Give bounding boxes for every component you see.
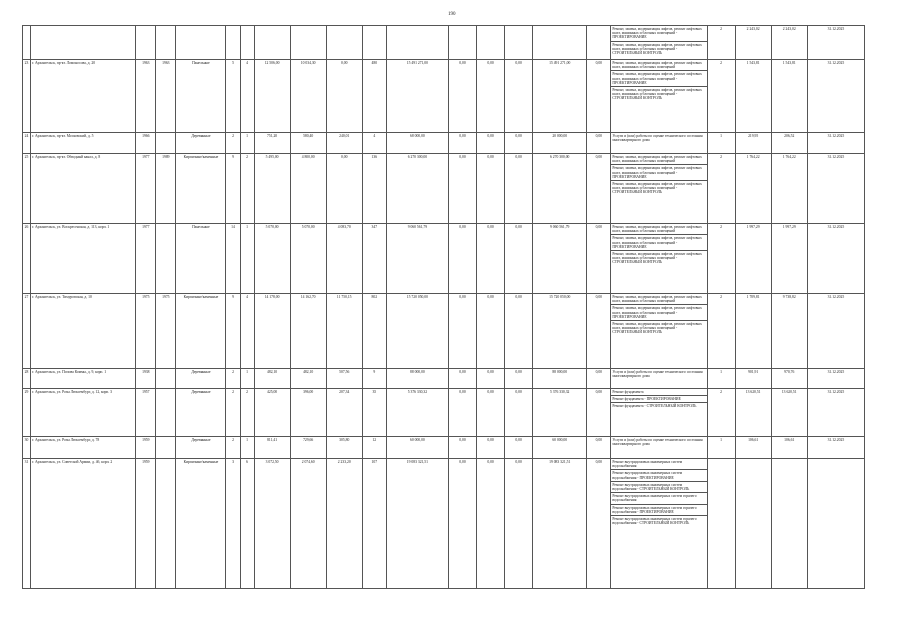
row-number: 30 (23, 437, 31, 459)
build-year-cell: 1963 (136, 60, 156, 133)
cost-cell: 9 060 561,79 (386, 224, 448, 294)
owned-area-cell: 240,01 (326, 133, 362, 154)
work-types-cell (611, 154, 707, 224)
entrances-cell: 1 (240, 369, 254, 389)
cost-cell: 5 376 330,32 (386, 389, 448, 437)
address-cell: г. Архангельск, ул. Розы Люксембург, д. 12, корп. 3 (31, 389, 136, 437)
owners-fund-cell: 20 000,00 (533, 133, 587, 154)
max-unit-cost-cell: 2 243,02 (771, 26, 807, 60)
work-types-cell (611, 294, 707, 369)
fund-federal-cell: 0,00 (448, 369, 476, 389)
work-type-item: Услуги и (или) работы по оценке технического состояния многоквартирного дома (612, 370, 703, 379)
work-type-item: Ремонт, замена, модернизация лифтов, ремонт лифтовых шахт, машинных и блочных помещений - СТРОИТЕЛЬНЫЙ КОНТРОЛЬ (611, 86, 706, 102)
cost-cell: 68 000,00 (386, 133, 448, 154)
commission-year-cell (156, 224, 176, 294)
wall-material-cell: Панельные (176, 224, 226, 294)
total-area-cell: 482,10 (254, 369, 290, 389)
work-type-item: Ремонт, замена, модернизация лифтов, ремонт лифтовых шахт, машинных и блочных помещений (612, 295, 702, 304)
fund-federal-cell: 0,00 (448, 294, 476, 369)
commission-year-cell (156, 437, 176, 459)
other-fund-cell: 0,00 (587, 224, 611, 294)
row-number: 28 (23, 369, 31, 389)
fund-local-cell: 0,00 (505, 369, 533, 389)
work-count-cell: 1 (707, 369, 735, 389)
total-area-cell: 14 178,00 (254, 294, 290, 369)
unit-cost-cell: 1 709,81 (735, 294, 771, 369)
work-type-item: Ремонт внутридомовых инженерных систем водоснабжения - СТРОИТЕЛЬНЫЙ КОНТРОЛЬ (611, 481, 706, 492)
unit-cost-cell: 1 543,81 (735, 60, 771, 133)
residents-cell: 802 (362, 294, 386, 369)
wall-material-cell: Деревянные (176, 389, 226, 437)
residents-cell: 35 (362, 389, 386, 437)
entrances-cell: 1 (240, 133, 254, 154)
owned-area-cell: 305,80 (326, 437, 362, 459)
entrances-cell: 2 (240, 154, 254, 224)
work-types-cell (611, 437, 707, 459)
residents-cell: 480 (362, 60, 386, 133)
owned-area-cell: 2 233,20 (326, 459, 362, 589)
fund-federal-cell: 0,00 (448, 459, 476, 589)
work-type-item: Ремонт, замена, модернизация лифтов, ремонт лифтовых шахт, машинных и блочных помещений - ПРОЕКТИРОВАНИЕ (611, 164, 706, 180)
fund-regional-cell: 0,00 (477, 459, 505, 589)
max-unit-cost-cell (771, 459, 807, 589)
total-area-cell: 12 506,00 (254, 60, 290, 133)
work-type-item: Ремонт внутридомовых инженерных систем горячего водоснабжения - ПРОЕКТИРОВАНИЕ (611, 504, 706, 515)
commission-year-cell: 1989 (156, 154, 176, 224)
entrances-cell: 6 (240, 459, 254, 589)
total-area-cell: 811,41 (254, 437, 290, 459)
living-area-cell: 729,66 (290, 437, 326, 459)
entrances-cell: 2 (240, 389, 254, 437)
owners-fund-cell: 88 000,00 (533, 369, 587, 389)
address-cell: г. Архангельск, пр-кт. Обводный канал, д. 8 (31, 154, 136, 224)
deadline-cell: 31.12.2025 (807, 294, 864, 369)
floors-cell: 14 (226, 224, 240, 294)
max-unit-cost-cell: 970,76 (771, 369, 807, 389)
cost-cell (386, 26, 448, 60)
other-fund-cell: 0,00 (587, 369, 611, 389)
residents-cell: 12 (362, 437, 386, 459)
fund-regional-cell (477, 26, 505, 60)
max-unit-cost-cell: 1 997,29 (771, 224, 807, 294)
work-types-cell (611, 224, 707, 294)
row-number: 25 (23, 154, 31, 224)
cost-cell: 15 720 050,00 (386, 294, 448, 369)
deadline-cell: 31.12.2025 (807, 389, 864, 437)
table-row (23, 26, 865, 60)
commission-year-cell (156, 26, 176, 60)
floors-cell: 2 (226, 437, 240, 459)
address-cell: г. Архангельск, пр-кт. Московский, д. 5 (31, 133, 136, 154)
work-count-cell (707, 459, 735, 589)
deadline-cell: 31.12.2025 (807, 154, 864, 224)
wall-material-cell: Панельные (176, 60, 226, 133)
fund-federal-cell: 0,00 (448, 60, 476, 133)
work-type-item: Ремонт внутридомовых инженерных систем горячего водоснабжения (611, 492, 706, 503)
commission-year-cell (156, 459, 176, 589)
cost-cell: 6 270 300,00 (386, 154, 448, 224)
page-number: 190 (448, 12, 456, 17)
wall-material-cell (176, 26, 226, 60)
work-types-cell (611, 389, 707, 437)
total-area-cell (254, 26, 290, 60)
work-type-item: Ремонт, замена, модернизация лифтов, ремонт лифтовых шахт, машинных и блочных помещений - СТРОИТЕЛЬНЫЙ КОНТРОЛЬ (611, 180, 706, 196)
unit-cost-cell: 106,61 (735, 437, 771, 459)
work-types-cell (611, 60, 707, 133)
work-type-item: Ремонт, замена, модернизация лифтов, ремонт лифтовых шахт, машинных и блочных помещений - ПРОЕКТИРОВАНИЕ (611, 304, 706, 320)
entrances-cell: 1 (240, 437, 254, 459)
max-unit-cost-cell: 13 620,51 (771, 389, 807, 437)
fund-federal-cell: 0,00 (448, 154, 476, 224)
wall-material-cell: Деревянные (176, 133, 226, 154)
living-area-cell: 580,40 (290, 133, 326, 154)
floors-cell: 2 (226, 133, 240, 154)
row-number (23, 26, 31, 60)
work-count-cell: 2 (707, 26, 735, 60)
fund-local-cell: 0,00 (505, 154, 533, 224)
other-fund-cell (587, 26, 611, 60)
entrances-cell: 4 (240, 60, 254, 133)
work-type-item: Ремонт, замена, модернизация лифтов, ремонт лифтовых шахт, машинных и блочных помещений (612, 155, 702, 164)
wall-material-cell: Кирпичные/каменные (176, 294, 226, 369)
work-count-cell: 2 (707, 389, 735, 437)
owners-fund-cell: 5 376 330,32 (533, 389, 587, 437)
living-area-cell: 5 070,00 (290, 224, 326, 294)
floors-cell: 9 (226, 154, 240, 224)
commission-year-cell (156, 369, 176, 389)
row-number: 24 (23, 133, 31, 154)
deadline-cell: 31.12.2025 (807, 224, 864, 294)
row-number: 26 (23, 224, 31, 294)
entrances-cell: 4 (240, 294, 254, 369)
owned-area-cell: 0,00 (326, 60, 362, 133)
fund-federal-cell: 0,00 (448, 389, 476, 437)
commission-year-cell (156, 133, 176, 154)
table-row (23, 369, 865, 389)
owned-area-cell: 207,34 (326, 389, 362, 437)
table-row (23, 459, 865, 589)
residents-cell: 4 (362, 133, 386, 154)
cost-cell: 88 000,00 (386, 369, 448, 389)
fund-regional-cell: 0,00 (477, 369, 505, 389)
fund-federal-cell (448, 26, 476, 60)
deadline-cell: 31.12.2025 (807, 437, 864, 459)
row-number: 23 (23, 60, 31, 133)
row-number: 27 (23, 294, 31, 369)
address-cell: г. Архангельск, ул. Попова Коммы, д. 9, корп. 1 (31, 369, 136, 389)
unit-cost-cell (735, 459, 771, 589)
total-area-cell: 5 495,00 (254, 154, 290, 224)
work-type-item: Услуги и (или) работы по оценке технического состояния многоквартирного дома (612, 134, 703, 143)
unit-cost-cell: 1 997,29 (735, 224, 771, 294)
cost-cell: 15 491 271,00 (386, 60, 448, 133)
work-type-item: Ремонт, замена, модернизация лифтов, ремонт лифтовых шахт, машинных и блочных помещений (612, 225, 702, 234)
build-year-cell: 1957 (136, 389, 156, 437)
residents-cell: 9 (362, 369, 386, 389)
unit-cost-cell: 13 620,51 (735, 389, 771, 437)
floors-cell: 3 (226, 459, 240, 589)
total-area-cell: 425,00 (254, 389, 290, 437)
owned-area-cell: 11 750,15 (326, 294, 362, 369)
fund-regional-cell: 0,00 (477, 133, 505, 154)
fund-federal-cell: 0,00 (448, 133, 476, 154)
work-type-item: Ремонт, замена, модернизация лифтов, ремонт лифтовых шахт, машинных и блочных помещений - ПРОЕКТИРОВАНИЕ (611, 70, 706, 86)
total-area-cell: 3 072,50 (254, 459, 290, 589)
living-area-cell: 482,10 (290, 369, 326, 389)
work-type-item: Ремонт фундамента - СТРОИТЕЛЬНЫЙ КОНТРОЛЬ (611, 402, 706, 409)
table-body (23, 26, 865, 589)
work-count-cell: 2 (707, 224, 735, 294)
owners-fund-cell: 9 060 561,79 (533, 224, 587, 294)
unit-cost-cell: 2 243,02 (735, 26, 771, 60)
table-row (23, 389, 865, 437)
build-year-cell: 1977 (136, 224, 156, 294)
other-fund-cell: 0,00 (587, 437, 611, 459)
work-type-item: Ремонт, замена, модернизация лифтов, ремонт лифтовых шахт, машинных и блочных помещений - СТРОИТЕЛЬНЫЙ КОНТРОЛЬ (611, 320, 706, 336)
floors-cell (226, 26, 240, 60)
owned-area-cell: 0,00 (326, 154, 362, 224)
build-year-cell: 1959 (136, 437, 156, 459)
residents-cell: 136 (362, 154, 386, 224)
commission-year-cell: 1963 (156, 60, 176, 133)
owners-fund-cell: 15 720 050,00 (533, 294, 587, 369)
max-unit-cost-cell: 106,61 (771, 437, 807, 459)
address-cell (31, 26, 136, 60)
wall-material-cell: Деревянные (176, 437, 226, 459)
work-count-cell: 2 (707, 60, 735, 133)
max-unit-cost-cell: 9 738,82 (771, 294, 807, 369)
other-fund-cell: 0,00 (587, 294, 611, 369)
build-year-cell: 1959 (136, 459, 156, 589)
address-cell: г. Архангельск, ул. Советской Армии, д. 4б, корп. 2 (31, 459, 136, 589)
owners-fund-cell: 19 083 321,51 (533, 459, 587, 589)
table-row (23, 224, 865, 294)
entrances-cell (240, 26, 254, 60)
unit-cost-cell: 1 764,22 (735, 154, 771, 224)
work-type-item: Ремонт внутридомовых инженерных систем водоснабжения - ПРОЕКТИРОВАНИЕ (611, 469, 706, 480)
owners-fund-cell: 15 491 271,00 (533, 60, 587, 133)
work-type-item: Ремонт, замена, модернизация лифтов, ремонт лифтовых шахт, машинных и блочных помещений (612, 61, 702, 70)
living-area-cell: 10 034,30 (290, 60, 326, 133)
table-row (23, 437, 865, 459)
fund-federal-cell: 0,00 (448, 224, 476, 294)
wall-material-cell: Деревянные (176, 369, 226, 389)
work-count-cell: 2 (707, 154, 735, 224)
wall-material-cell: Кирпичные/каменные (176, 154, 226, 224)
build-year-cell (136, 26, 156, 60)
work-types-cell (611, 369, 707, 389)
work-type-item: Ремонт, замена, модернизация лифтов, ремонт лифтовых шахт, машинных и блочных помещений - ПРОЕКТИРОВАНИЕ (611, 234, 706, 250)
commission-year-cell (156, 389, 176, 437)
living-area-cell: 396,00 (290, 389, 326, 437)
address-cell: г. Архангельск, ул. Тимуровская, д. 10 (31, 294, 136, 369)
fund-local-cell: 0,00 (505, 133, 533, 154)
work-type-item: Ремонт, замена, модернизация лифтов, ремонт лифтовых шахт, машинных и блочных помещений - ПРОЕКТИРОВАНИЕ (612, 27, 702, 40)
fund-local-cell (505, 26, 533, 60)
other-fund-cell: 0,00 (587, 459, 611, 589)
build-year-cell: 1966 (136, 133, 156, 154)
total-area-cell: 751,20 (254, 133, 290, 154)
work-count-cell: 1 (707, 133, 735, 154)
work-type-item: Ремонт фундамента - ПРОЕКТИРОВАНИЕ (611, 395, 706, 402)
deadline-cell: 31.12.2025 (807, 369, 864, 389)
table-row (23, 133, 865, 154)
other-fund-cell: 0,00 (587, 60, 611, 133)
build-year-cell: 1938 (136, 369, 156, 389)
other-fund-cell: 0,00 (587, 389, 611, 437)
fund-local-cell: 0,00 (505, 294, 533, 369)
living-area-cell: 14 162,70 (290, 294, 326, 369)
work-type-item: Услуги и (или) работы по оценке технического состояния многоквартирного дома (612, 438, 703, 447)
fund-federal-cell: 0,00 (448, 437, 476, 459)
owners-fund-cell: 6 270 300,00 (533, 154, 587, 224)
fund-regional-cell: 0,00 (477, 224, 505, 294)
owned-area-cell (326, 26, 362, 60)
unit-cost-cell: 901,91 (735, 369, 771, 389)
floors-cell: 5 (226, 60, 240, 133)
unit-cost-cell: 219,95 (735, 133, 771, 154)
residents-cell (362, 26, 386, 60)
deadline-cell: 31.12.2025 (807, 133, 864, 154)
residents-cell: 107 (362, 459, 386, 589)
wall-material-cell: Кирпичные/каменные (176, 459, 226, 589)
fund-local-cell: 0,00 (505, 437, 533, 459)
build-year-cell: 1975 (136, 294, 156, 369)
floors-cell: 2 (226, 389, 240, 437)
work-count-cell: 1 (707, 437, 735, 459)
fund-local-cell: 0,00 (505, 224, 533, 294)
max-unit-cost-cell: 1 543,81 (771, 60, 807, 133)
fund-regional-cell: 0,00 (477, 294, 505, 369)
row-number: 31 (23, 459, 31, 589)
deadline-cell: 31.12.2025 (807, 60, 864, 133)
fund-regional-cell: 0,00 (477, 154, 505, 224)
fund-local-cell: 0,00 (505, 459, 533, 589)
table-row (23, 60, 865, 133)
row-number: 29 (23, 389, 31, 437)
owners-fund-cell: 60 000,00 (533, 437, 587, 459)
deadline-cell (807, 459, 864, 589)
other-fund-cell: 0,00 (587, 133, 611, 154)
max-unit-cost-cell: 206,52 (771, 133, 807, 154)
work-types-cell (611, 26, 707, 60)
cost-cell: 60 000,00 (386, 437, 448, 459)
work-type-item: Ремонт фундамента (612, 390, 644, 394)
residents-cell: 347 (362, 224, 386, 294)
owners-fund-cell (533, 26, 587, 60)
fund-regional-cell: 0,00 (477, 437, 505, 459)
floors-cell: 9 (226, 294, 240, 369)
max-unit-cost-cell: 1 764,22 (771, 154, 807, 224)
repair-program-table (22, 25, 865, 589)
work-type-item: Ремонт, замена, модернизация лифтов, ремонт лифтовых шахт, машинных и блочных помещений - СТРОИТЕЛЬНЫЙ КОНТРОЛЬ (611, 41, 706, 57)
total-area-cell: 5 070,00 (254, 224, 290, 294)
commission-year-cell: 1975 (156, 294, 176, 369)
fund-local-cell: 0,00 (505, 60, 533, 133)
living-area-cell: 4 800,00 (290, 154, 326, 224)
deadline-cell: 31.12.2025 (807, 26, 864, 60)
work-type-item: Ремонт, замена, модернизация лифтов, ремонт лифтовых шахт, машинных и блочных помещений - СТРОИТЕЛЬНЫЙ КОНТРОЛЬ (611, 250, 706, 266)
table-row (23, 294, 865, 369)
work-type-item: Ремонт внутридомовых инженерных систем горячего водоснабжения - СТРОИТЕЛЬНЫЙ КОНТРОЛЬ (611, 515, 706, 526)
entrances-cell: 1 (240, 224, 254, 294)
floors-cell: 2 (226, 369, 240, 389)
work-types-cell (611, 133, 707, 154)
other-fund-cell: 0,00 (587, 154, 611, 224)
work-types-cell (611, 459, 707, 589)
work-type-item: Ремонт внутридомовых инженерных систем водоснабжения (612, 460, 683, 469)
fund-regional-cell: 0,00 (477, 60, 505, 133)
table-row (23, 154, 865, 224)
address-cell: г. Архангельск, ул. Воскресенская, д. 113, корп. 1 (31, 224, 136, 294)
build-year-cell: 1977 (136, 154, 156, 224)
work-count-cell: 2 (707, 294, 735, 369)
fund-regional-cell: 0,00 (477, 389, 505, 437)
address-cell: г. Архангельск, ул. Розы Люксембург, д. 78 (31, 437, 136, 459)
address-cell: г. Архангельск, пр-кт. Ломоносова, д. 20 (31, 60, 136, 133)
fund-local-cell: 0,00 (505, 389, 533, 437)
owned-area-cell: 4 083,70 (326, 224, 362, 294)
cost-cell: 19 083 321,51 (386, 459, 448, 589)
living-area-cell: 2 074,60 (290, 459, 326, 589)
living-area-cell (290, 26, 326, 60)
owned-area-cell: 507,56 (326, 369, 362, 389)
